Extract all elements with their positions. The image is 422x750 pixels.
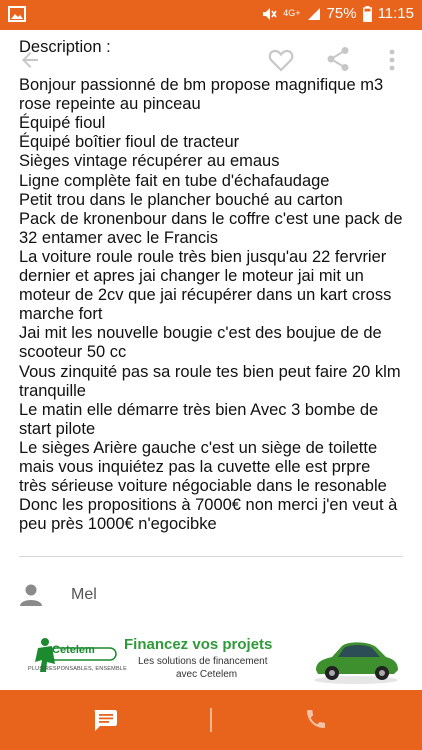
battery-percent: 75% [326, 5, 357, 22]
description-line: mais vous inquiétez pas la cuvette elle est prpre [19, 457, 371, 476]
signal-icon [307, 7, 321, 21]
status-right [261, 5, 414, 22]
description-line: Ligne complète fait en tube d'échafaudage [19, 171, 330, 190]
description-line: Le matin elle démarre très bien Avec 3 bombe de [19, 400, 379, 419]
brand-name: Cetelem [52, 644, 95, 656]
bottom-action-bar [0, 690, 422, 750]
description-line: tranquille [19, 381, 86, 400]
description-line: scooteur 50 cc [19, 343, 127, 362]
description-line: Équipé boîtier fioul de tracteur [19, 133, 240, 152]
action-separator [210, 708, 212, 732]
brand-tagline: PLUS RESPONSABLES, ENSEMBLE [28, 666, 127, 672]
description-line: Le sièges Arière gauche c'est un siège de toilette [19, 438, 378, 457]
seller-row[interactable] [19, 580, 409, 610]
gallery-notification-icon [8, 6, 26, 22]
phone-icon[interactable] [304, 707, 328, 731]
description-line: Vous zinquité pas sa roule tes bien peut faire 20 klm [19, 362, 401, 381]
description-line: peu près 1000€ n'egocibke [19, 515, 217, 534]
description-line: Équipé fioul [19, 114, 106, 133]
description-line: 32 entamer avec le Francis [19, 228, 219, 247]
description-line: Bonjour passionné de bm propose magnifique m3 [19, 76, 384, 95]
mute-icon [261, 6, 277, 22]
ad-subline-1: Les solutions de financement [138, 656, 268, 667]
cetelem-logo [22, 636, 122, 680]
description-line: rose repeinte au pinceau [19, 95, 201, 114]
description-text [19, 76, 414, 534]
description-section [19, 38, 414, 534]
battery-icon [363, 6, 372, 22]
status-bar [0, 0, 422, 30]
person-icon [19, 584, 43, 606]
description-line: La voiture roule roule très bien jusqu'au 22 fervrier [19, 247, 387, 266]
car-illustration [310, 634, 402, 684]
description-line: marche fort [19, 305, 103, 324]
ad-headline: Financez vos projets [124, 636, 273, 653]
description-line: dernier et apres jai changer le moteur jai mit un [19, 267, 364, 286]
clock: 11:15 [377, 5, 414, 22]
description-title: Description : [19, 38, 111, 56]
description-line: start pilote [19, 419, 96, 438]
seller-name: Mel [71, 586, 97, 603]
ad-subline-2: avec Cetelem [176, 669, 238, 680]
description-line: Pack de kronenbour dans le coffre c'est une pack de [19, 209, 403, 228]
description-line: très sérieuse voiture négociable dans le resonable [19, 477, 387, 496]
description-line: Donc les propositions à 7000€ non merci j'en veut à [19, 496, 398, 515]
divider [19, 556, 403, 557]
chat-icon[interactable] [92, 708, 118, 732]
description-line: Sièges vintage récupérer au emaus [19, 152, 280, 171]
ad-banner[interactable] [0, 628, 422, 690]
description-line: Petit trou dans le plancher bouché au carton [19, 190, 343, 209]
description-line: Jai mit les nouvelle bougie c'est des boujue de de [19, 324, 382, 343]
network-type: 4G+ [283, 8, 301, 18]
description-line: moteur de 2cv que jai récupérer dans un kart cross [19, 286, 392, 305]
